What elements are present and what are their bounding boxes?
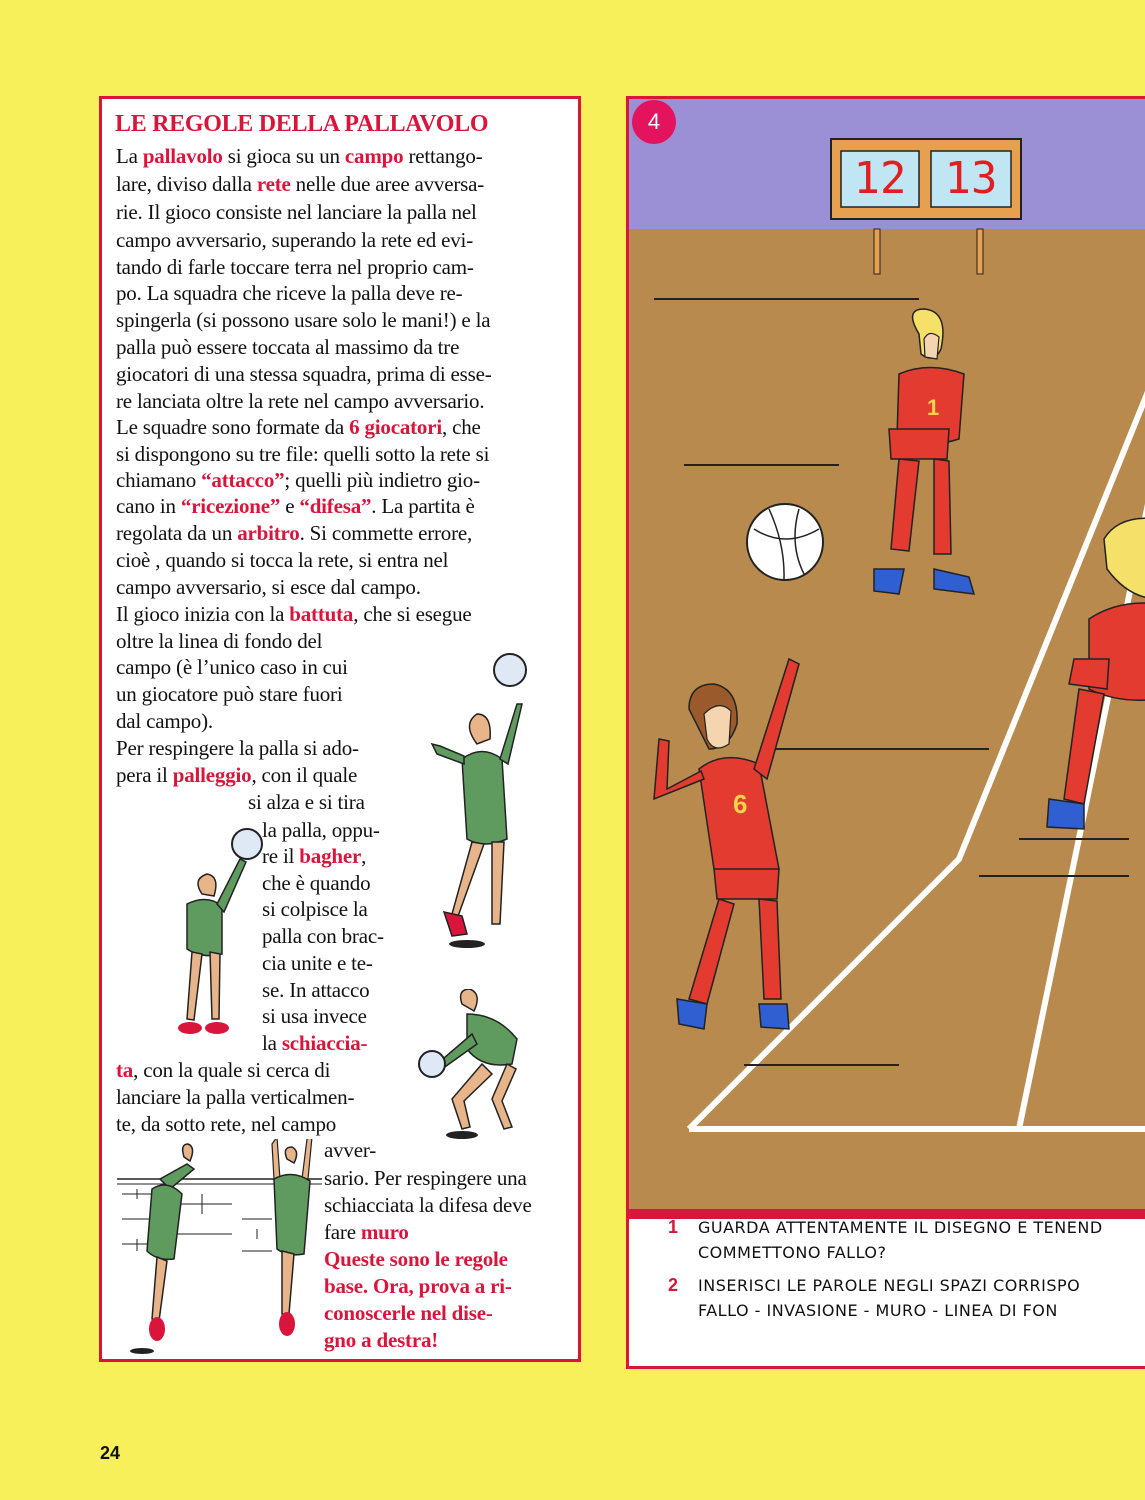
line-text: ; quelli più indietro gio- (284, 468, 480, 492)
conclusion-line: gno a destra! (324, 1328, 439, 1352)
line-text: si dispongono su tre file: quelli sotto la rete si (116, 442, 490, 466)
line-text: campo (è l’unico caso in cui (116, 655, 348, 679)
line-text: palla con brac- (262, 924, 384, 948)
rules-line (116, 1057, 330, 1083)
keyword: bagher (299, 844, 362, 868)
line-text: , che (441, 415, 481, 439)
question-1-line-2: COMMETTONO FALLO? (698, 1243, 887, 1262)
question-2-line-1: INSERISCI LE PAROLE NEGLI SPAZI CORRISPO (698, 1276, 1081, 1295)
conclusion-line: base. Ora, prova a ri- (324, 1274, 512, 1298)
rules-line (116, 708, 213, 734)
keyword: battuta (289, 602, 354, 626)
line-text: . La partita è (371, 494, 475, 518)
line-text: Il gioco inizia con la (116, 602, 290, 626)
line-text: re il (262, 844, 300, 868)
rules-line (324, 1137, 376, 1163)
keyword: palleggio (172, 763, 252, 787)
dig-figure-illustration (412, 989, 542, 1149)
question-2-number: 2 (668, 1275, 679, 1295)
line-text: che è quando (262, 871, 371, 895)
conclusion-line: Queste sono le regole (324, 1247, 508, 1271)
line-text: campo avversario, si esce dal campo. (116, 575, 421, 599)
keyword: campo (344, 144, 404, 168)
line-text: te, da sotto rete, nel campo (116, 1112, 337, 1136)
line-text: sario. Per respingere una (324, 1166, 527, 1190)
rules-line (248, 789, 365, 815)
court-scene (629, 99, 1145, 1209)
line-text: cioè , quando si tocca la rete, si entra nel (116, 548, 449, 572)
jersey-number-1: 1 (927, 395, 940, 420)
keyword: ta (116, 1058, 134, 1082)
rules-line (116, 199, 477, 225)
line-text: nelle due aree avversa- (290, 172, 485, 196)
keyword: rete (256, 172, 291, 196)
rules-line (116, 601, 472, 627)
rules-line (116, 467, 480, 493)
line-text: cia unite e te- (262, 951, 373, 975)
line-text: avver- (324, 1138, 377, 1162)
court-illustration-panel (626, 96, 1145, 1369)
rules-line (116, 171, 484, 197)
rules-line (324, 1165, 527, 1191)
line-text: giocatori di una stessa squadra, prima di esse- (116, 362, 492, 386)
line-text: si alza e si tira (248, 790, 365, 814)
line-text: , che si esegue (353, 602, 472, 626)
rules-line (116, 1084, 354, 1110)
keyword: muro (360, 1220, 409, 1244)
rules-line (116, 414, 481, 440)
line-text: tando di farle toccare terra nel proprio cam- (116, 255, 474, 279)
line-text: , con la quale si cerca di (133, 1058, 331, 1082)
rules-line (116, 280, 462, 306)
line-text: palla può essere toccata al massimo da tre (116, 335, 460, 359)
line-text: Le squadre sono formate da (116, 415, 350, 439)
keyword: pallavolo (142, 144, 223, 168)
line-text: cano in (116, 494, 181, 518)
line-text: si colpisce la (262, 897, 368, 921)
question-1-line-1: GUARDA ATTENTAMENTE IL DISEGNO E TENEND (698, 1218, 1103, 1237)
line-text: un giocatore può stare fuori (116, 682, 343, 706)
line-text: rie. Il gioco consiste nel lanciare la palla nel (116, 200, 477, 224)
rules-line (116, 547, 448, 573)
line-text: campo avversario, superando la rete ed evi- (116, 228, 473, 252)
line-text: dal campo). (116, 709, 213, 733)
rules-line (116, 735, 359, 761)
keyword: 6 giocatori (349, 415, 442, 439)
rules-line (116, 628, 322, 654)
block-net-illustration (112, 1139, 327, 1359)
set-figure-illustration (162, 824, 282, 1044)
line-text: chiamano (116, 468, 202, 492)
rules-line (116, 334, 459, 360)
line-text: la palla, oppu- (262, 818, 380, 842)
rules-line (116, 681, 343, 707)
keyword: “ricezione” (180, 494, 281, 518)
rules-line (324, 1192, 532, 1218)
conclusion-line: conoscerle nel dise- (324, 1301, 493, 1325)
line-text: regolata da un (116, 521, 238, 545)
serve-figure-illustration (422, 644, 542, 964)
line-text: po. La squadra che riceve la palla deve re- (116, 281, 463, 305)
question-1-number: 1 (668, 1217, 679, 1237)
rules-line (116, 493, 475, 519)
keyword: arbitro (237, 521, 300, 545)
line-text: pera il (116, 763, 173, 787)
line-text: oltre la linea di fondo del (116, 629, 323, 653)
question-2-line-2: FALLO - INVASIONE - MURO - LINEA DI FON (698, 1301, 1058, 1320)
rules-line (116, 762, 357, 788)
rules-line (116, 388, 484, 414)
rules-line (116, 520, 472, 546)
line-text: e (280, 494, 300, 518)
rules-line (116, 574, 421, 600)
line-text: . Si commette errore, (299, 521, 473, 545)
keyword: schiaccia- (281, 1031, 368, 1055)
line-text: re lanciata oltre la rete nel campo avversario. (116, 389, 485, 413)
jersey-number-6: 6 (733, 789, 748, 819)
score-left: 12 (853, 153, 907, 204)
line-text: lanciare la palla verticalmen- (116, 1085, 355, 1109)
line-text: Per respingere la palla si ado- (116, 736, 359, 760)
line-text: spingerla (si possono usare solo le mani!) e la (116, 308, 491, 332)
rules-text-box (99, 96, 581, 1362)
rules-line (116, 361, 492, 387)
activity-number-badge: 4 (632, 100, 676, 144)
line-text: si gioca su un (222, 144, 345, 168)
line-text: lare, diviso dalla (116, 172, 257, 196)
line-text: schiacciata la difesa deve (324, 1193, 532, 1217)
line-text: rettango- (403, 144, 483, 168)
rules-line (116, 1111, 336, 1137)
rules-line (116, 227, 473, 253)
rules-line (116, 307, 490, 333)
rules-line (116, 441, 489, 467)
line-text: fare (324, 1220, 361, 1244)
line-text: , con il quale (251, 763, 358, 787)
line-text: , (361, 844, 367, 868)
keyword: “difesa” (299, 494, 372, 518)
keyword: “attacco” (201, 468, 285, 492)
rules-line (116, 254, 474, 280)
rules-line (324, 1219, 409, 1245)
page-number: 24 (100, 1443, 121, 1463)
rules-line (116, 654, 348, 680)
rules-title: LE REGOLE DELLA PALLAVOLO (115, 111, 489, 137)
line-text: la (262, 1031, 282, 1055)
line-text: La (116, 144, 143, 168)
line-text: si usa invece (262, 1004, 367, 1028)
rules-line (116, 143, 482, 169)
score-right: 13 (944, 153, 998, 204)
line-text: se. In attacco (262, 978, 370, 1002)
